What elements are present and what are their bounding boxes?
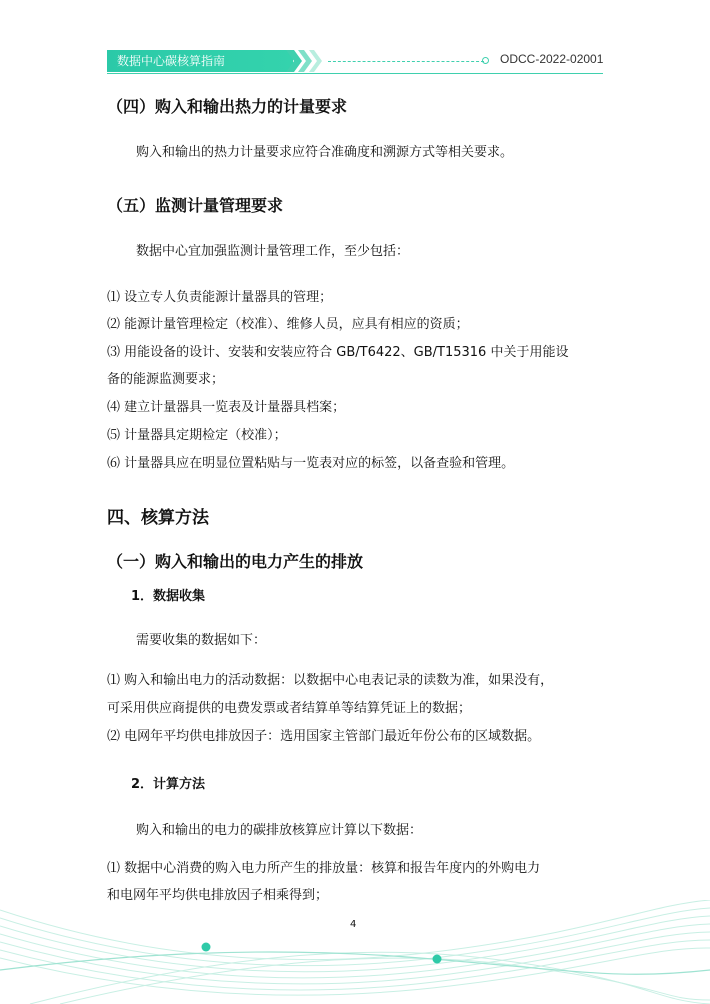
list-item: ⑷ 建立计量器具一览表及计量器具档案； — [107, 400, 346, 415]
header-dotted-line — [328, 61, 484, 62]
chapter-title-4: 四、核算方法 — [107, 508, 209, 528]
list-item-continuation: 和电网年平均供电排放因子相乘得到； — [107, 888, 329, 903]
list-item: ⑵ 电网年平均供电排放因子：选用国家主管部门最近年份公布的区域数据。 — [107, 729, 541, 744]
section-title-4: （四）购入和输出热力的计量要求 — [107, 97, 348, 116]
section-4-paragraph: 购入和输出的热力计量要求应符合准确度和溯源方式等相关要求。 — [136, 145, 514, 160]
section-title-4-1: （一）购入和输出的电力产生的排放 — [107, 552, 364, 571]
chevron-arrows-icon — [286, 48, 326, 74]
data-collection-paragraph: 需要收集的数据如下： — [136, 633, 267, 648]
list-item: ⑵ 能源计量管理检定（校准）、维修人员，应具有相应的资质； — [107, 317, 469, 332]
subsection-title-data-collection: 1．数据收集 — [131, 589, 206, 604]
header-circle-icon — [482, 57, 489, 64]
section-5-paragraph: 数据中心宜加强监测计量管理工作，至少包括： — [136, 244, 410, 259]
page-number: 4 — [350, 919, 357, 930]
list-item: ⑸ 计量器具定期检定（校准）； — [107, 428, 287, 443]
list-item: ⑶ 用能设备的设计、安装和安装应符合 GB/T6422、GB/T15316 中关于用能设 — [107, 345, 569, 360]
page-header — [0, 0, 710, 80]
list-item: ⑹ 计量器具应在明显位置粘贴与一览表对应的标签，以备查验和管理。 — [107, 456, 515, 471]
list-item: ⑴ 设立专人负责能源计量器具的管理； — [107, 290, 333, 305]
list-item-continuation: 备的能源监测要求； — [107, 372, 225, 387]
list-item: ⑴ 购入和输出电力的活动数据：以数据中心电表记录的读数为准，如果没有， — [107, 673, 554, 688]
subsection-title-calculation: 2．计算方法 — [131, 777, 206, 792]
list-item-continuation: 可采用供应商提供的电费发票或者结算单等结算凭证上的数据； — [107, 701, 472, 716]
calculation-paragraph: 购入和输出的电力的碳排放核算应计算以下数据： — [136, 823, 423, 838]
header-title: 数据中心碳核算指南 — [107, 50, 293, 72]
footer-wave-decoration — [0, 900, 710, 1004]
section-title-5: （五）监测计量管理要求 — [107, 196, 284, 215]
document-code: ODCC-2022-02001 — [500, 52, 604, 66]
list-item: ⑴ 数据中心消费的购入电力所产生的排放量：核算和报告年度内的外购电力 — [107, 861, 541, 876]
header-divider — [107, 73, 603, 74]
